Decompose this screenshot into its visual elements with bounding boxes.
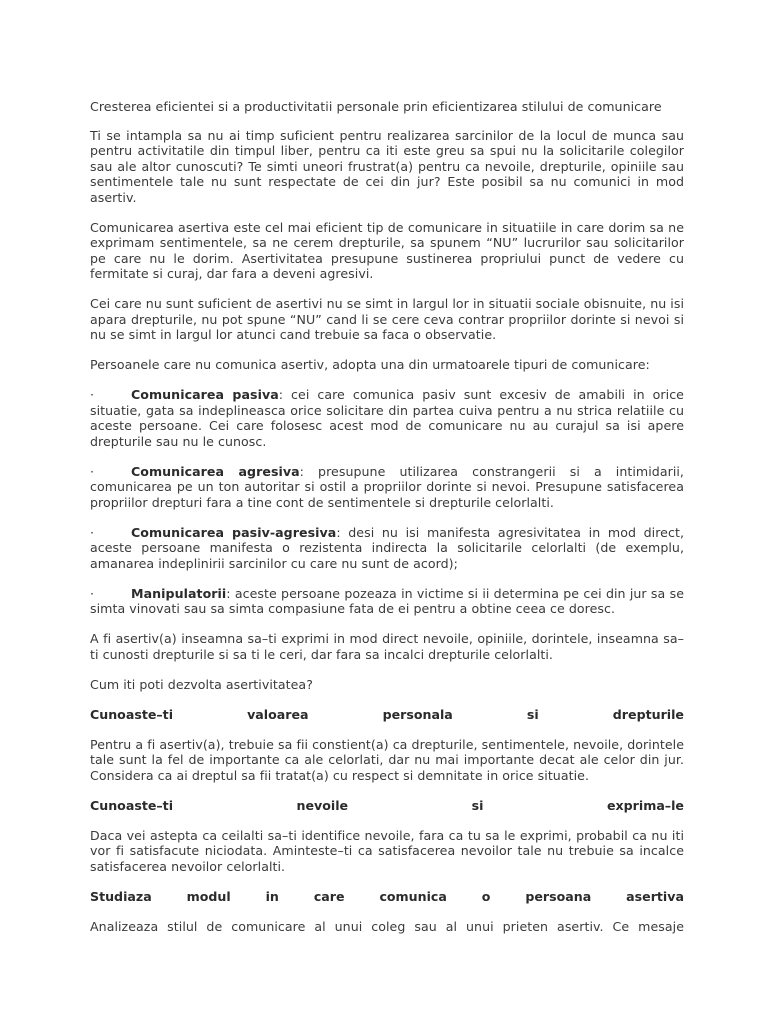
bullet-term: Comunicarea pasiva (131, 387, 279, 402)
bullet-item-aggressive (90, 464, 684, 511)
heading-word: si (471, 797, 484, 813)
heading-word: care (313, 888, 345, 904)
heading-word: exprima–le (606, 797, 684, 813)
bullet-item-passive-aggressive (90, 525, 684, 572)
heading-word: comunica (379, 888, 447, 904)
heading-word: Studiaza (90, 888, 152, 904)
paragraph-not-assertive: Cei care nu sunt suficient de asertivi nu se simt in largul lor in situatii sociale obisnuite, nu isi apara drepturile, nu pot spune “NU” cand li se cere ceva contrar propriilor dorinte si nevoi si nu se simt in largul lor atunci cand trebuie sa faca o observatie. (90, 296, 685, 342)
heading-word: valoarea (247, 706, 309, 722)
heading-word: nevoile (296, 797, 349, 813)
bullet-item-manipulators (90, 586, 684, 617)
heading-word: persoana (525, 888, 592, 904)
paragraph-communication-types-intro: Persoanele care nu comunica asertiv, adopta una din urmatoarele tipuri de comunicare: (90, 357, 650, 372)
paragraph-study-assertive-person: Analizeaza stilul de comunicare al unui coleg sau al unui prieten asertiv. Ce mesaje (90, 918, 684, 934)
paragraph-question: Cum iti poti dezvolta asertivitatea? (90, 676, 313, 692)
bullet-symbol: · (90, 585, 95, 601)
bullet-term: Comunicarea agresiva (131, 463, 300, 479)
paragraph-assertive-definition: Comunicarea asertiva este cel mai eficient tip de comunicare in situatiile in care dorim sa ne exprimam sentimentele, sa ne cerem drepturile, sa spunem “NU” lucrurilor sau solicitarilor pe care nu le dorim. Asertivitatea presupune sustinerea propriului punct de vedere cu fermitate si curaj, dar fara a deveni agresivi. (90, 219, 684, 281)
heading-word: si (526, 706, 539, 722)
bullet-symbol: · (90, 524, 95, 540)
bullet-symbol: · (90, 463, 95, 479)
heading-word: in (265, 888, 279, 904)
bullet-text: : presupune utilizarea constrangerii si a intimidarii, comunicarea pe un ton autoritar si ostil a propriilor dorinte si nevoi. Presupune satisfacerea propriilor drepturi fara a tine cont de sentimentele si drepturile celorlalti. (90, 463, 684, 510)
bullet-text: : aceste persoane pozeaza in victime si ii determina pe cei din jur sa se simta vinovati sau sa simta compasiune fata de ei pentru a obtine ceea ce doresc. (90, 585, 684, 616)
paragraph-assertive-meaning: A fi asertiv(a) inseamna sa–ti exprimi in mod direct nevoile, opiniile, dorintele, inseamna sa–ti cunosti drepturile si sa ti le ceri, dar fara sa incalci drepturile celorlalti. (90, 631, 684, 662)
bullet-term: Comunicarea pasiv-agresiva (131, 524, 337, 540)
section-heading-study-assertive-person (90, 889, 684, 905)
paragraph-know-your-needs: Daca vei astepta ca ceilalti sa–ti identifice nevoile, fara ca tu sa le exprimi, probabil ca nu iti vor fi satisfacute niciodata. Aminteste–ti ca satisfacerea nevoilor tale nu trebuie sa incalce satisfacerea nevoilor celorlalti. (90, 827, 684, 874)
heading-word: drepturile (612, 706, 684, 722)
bullet-text: : desi nu isi manifesta agresivitatea in mod direct, aceste persoane manifesta o rezistenta indirecta la solicitarile celorlalti (de exemplu, amanarea indeplinirii sarcinilor cu care nu sunt de acord); (90, 524, 684, 571)
paragraph-intro: Ti se intampla sa nu ai timp suficient pentru realizarea sarcinilor de la locul de munca sau pentru activitatile din timpul liber, pentru ca iti este greu sa spui nu la solicitarile colegilor sau ale altor cunoscuti? Te simti uneori frustrat(a) pentru ca nevoile, drepturile, opiniile sau sentimentele tale nu sunt respectate de cei din jur? Este posibil sa nu comunici in mod asertiv. (90, 127, 684, 205)
paragraph-know-your-value: Pentru a fi asertiv(a), trebuie sa fii constient(a) ca drepturile, sentimentele, nevoile, dorintele tale sunt la fel de importante ca ale celorlati, dar nu mai importante decat ale celor din jur. Considera ca ai dreptul sa fii tratat(a) cu respect si demnitate in orice situatie. (90, 736, 684, 783)
heading-word: asertiva (626, 888, 684, 904)
section-heading-know-your-value (90, 707, 684, 723)
heading-word: Cunoaste–ti (90, 797, 174, 813)
heading-word: Cunoaste–ti (90, 706, 174, 722)
bullet-text: : cei care comunica pasiv sunt excesiv de amabili in orice situatie, gata sa indeplineasca orice solicitare din partea cuiva pentru a nu strica relatiile cu aceste persoane. Cei care folosesc acest mod de comunicare nu au curajul sa isi apere drepturile sau nu le cunosc. (90, 387, 684, 449)
document-title: Cresterea eficientei si a productivitatii personale prin eficientizarea stilului de comunicare (90, 99, 662, 114)
heading-word: o (481, 888, 491, 904)
section-heading-know-your-needs (90, 798, 684, 814)
bullet-term: Manipulatorii (131, 585, 227, 601)
heading-word: personala (382, 706, 453, 722)
heading-word: modul (186, 888, 231, 904)
bullet-symbol: · (90, 387, 95, 402)
bullet-item-passive (90, 387, 684, 449)
